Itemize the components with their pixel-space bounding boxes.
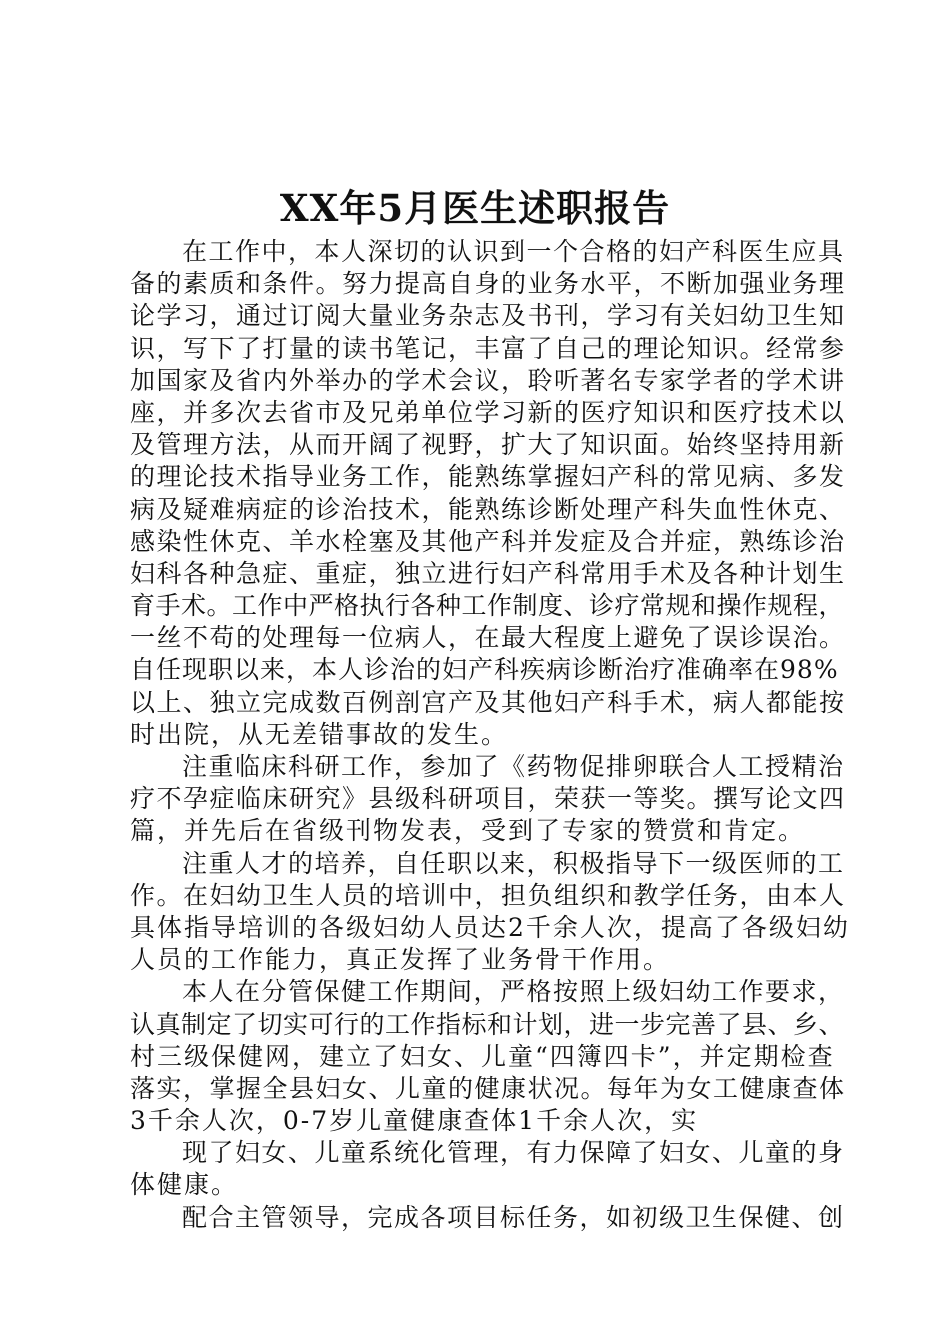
text-line: 识，写下了打量的读书笔记，丰富了自己的理论知识。经常参 xyxy=(130,333,846,363)
text-line: 认真制定了切实可行的工作指标和计划，进一步完善了县、乡、 xyxy=(130,1009,845,1039)
text-line: 时出院，从无差错事故的发生。 xyxy=(130,719,509,749)
text-line: 在工作中，本人深切的认识到一个合格的妇产科医生应具 xyxy=(182,237,845,266)
text-line: 疗不孕症临床研究》县级科研项目，荣获一等奖。撰写论文四 xyxy=(130,784,846,814)
text-line: 一丝不苟的处理每一位病人，在最大程度上避免了误诊误治。 xyxy=(130,623,846,653)
text-line: 备的素质和条件。努力提高自身的业务水平，不断加强业务理 xyxy=(130,269,846,299)
text-line: 育手术。工作中严格执行各种工作制度、诊疗常规和操作规程， xyxy=(130,591,845,621)
text-line: 的理论技术指导业务工作，能熟练掌握妇产科的常见病、多发 xyxy=(130,462,846,492)
text-line: 自任现职以来，本人诊治的妇产科疾病诊断治疗准确率在98% xyxy=(130,655,839,685)
text-line: 论学习，通过订阅大量业务杂志及书刊，学习有关妇幼卫生知 xyxy=(130,301,846,331)
text-line: 妇科各种急症、重症，独立进行妇产科常用手术及各种计划生 xyxy=(130,558,846,588)
text-line: 注重人才的培养，自任职以来，积极指导下一级医师的工 xyxy=(182,848,845,878)
document-title: XX年5月医生述职报告 xyxy=(279,186,671,230)
text-line: 本人在分管保健工作期间，严格按照上级妇幼工作要求， xyxy=(182,977,845,1007)
text-line: 人员的工作能力，真正发挥了业务骨干作用。 xyxy=(130,945,671,975)
text-line: 体健康。 xyxy=(130,1170,239,1200)
text-line: 以上、独立完成数百例剖宫产及其他妇产科手术，病人都能按 xyxy=(130,687,846,717)
text-line: 3千余人次，0-7岁儿童健康查体1千余人次，实 xyxy=(130,1106,699,1136)
text-line: 村三级保健网，建立了妇女、儿童“四簿四卡”，并定期检查 xyxy=(130,1041,835,1071)
text-line: 作。在妇幼卫生人员的培训中，担负组织和教学任务，由本人 xyxy=(130,880,846,910)
document-body xyxy=(130,236,850,1234)
text-line: 配合主管领导，完成各项目标任务，如初级卫生保健、创 xyxy=(182,1202,845,1232)
text-line: 现了妇女、儿童系统化管理，有力保障了妇女、儿童的身 xyxy=(182,1138,845,1168)
text-line: 病及疑难病症的诊治技术，能熟练诊断处理产科失血性休克、 xyxy=(130,494,846,524)
text-line: 加国家及省内外举办的学术会议，聆听著名专家学者的学术讲 xyxy=(130,365,846,395)
text-line: 及管理方法，从而开阔了视野，扩大了知识面。始终坚持用新 xyxy=(130,430,846,460)
text-line: 注重临床科研工作，参加了《药物促排卵联合人工授精治 xyxy=(182,752,845,781)
text-line: 感染性休克、羊水栓塞及其他产科并发症及合并症，熟练诊治 xyxy=(130,526,846,556)
text-line: 落实，掌握全县妇女、儿童的健康状况。每年为女工健康查体 xyxy=(130,1073,846,1103)
text-line: 具体指导培训的各级妇幼人员达2千余人次，提高了各级妇幼 xyxy=(130,912,850,942)
text-line: 篇，并先后在省级刊物发表，受到了专家的赞赏和肯定。 xyxy=(130,816,806,846)
text-line: 座，并多次去省市及兄弟单位学习新的医疗知识和医疗技术以 xyxy=(130,397,846,427)
